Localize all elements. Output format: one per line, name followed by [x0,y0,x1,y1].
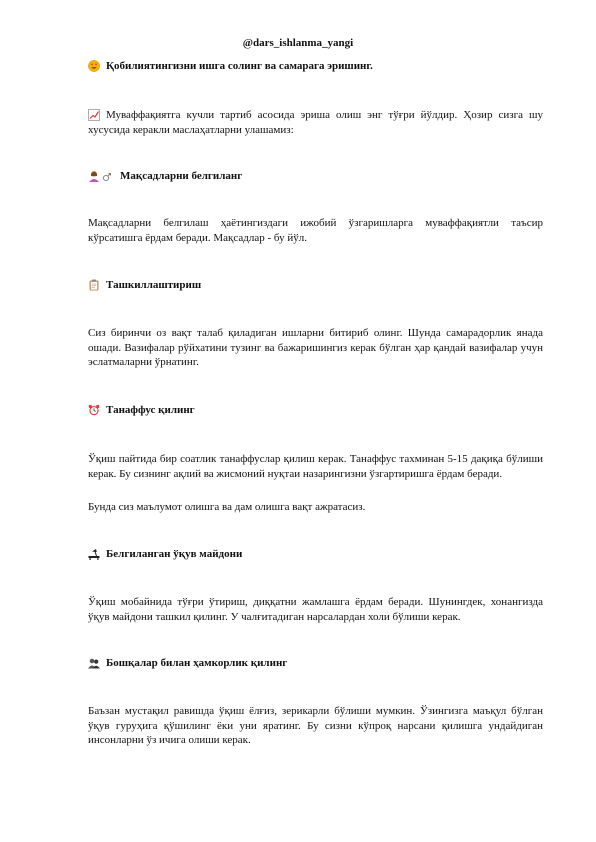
intro-title: Қобилиятингизни ишга солинг ва самарага эришинг. [106,60,373,72]
section-title: Белгиланган ўқув майдони [106,548,243,560]
section-heading-break [88,403,543,418]
busts-in-silhouette-icon [88,657,100,669]
channel-header: @dars_ishlanma_yangi [242,37,354,49]
section-title: Бошқалар билан ҳамкорлик қилинг [106,657,288,669]
section-title: Ташкиллаштириш [106,279,202,291]
section-heading-organize [88,278,543,293]
section-paragraph: Сиз биринчи оз вақт талаб қиладиган ишларни битириб олинг. Шунда самарадорлик янада ошади. Вазифалар рўйхатини тузинг ва бажаришингиз керак бўлган ҳар қандай вазифалар учун эслатмаларни ўрнатинг. [88,327,543,368]
clipboard-icon [88,279,100,291]
section-paragraph: Ўқиш мобайнида тўғри ўтириш, диққатни жамлашга ёрдам беради. Шунингдек, хонангизда ўқув майдони ташкил қилинг. У чалғитадиган нарсалардан холи бўлиши керак. [88,596,543,623]
intro-heading [88,59,543,74]
section-heading-cooperation [88,656,543,671]
heart-eyes-emoji-icon [88,60,100,72]
section-heading-goals [88,169,543,184]
person-with-symbol-icon [88,170,114,182]
desk-lamp-icon [88,548,100,560]
alarm-clock-icon [88,404,100,416]
lead-paragraph [88,108,543,137]
section-paragraph: Ўқиш пайтида бир соатлик танаффуслар қилиш керак. Танаффус тахминан 5-15 дақиқа бўлиши керак. Бу сизнинг ақлий ва жисмоний нуқтаи назарингизни ўзгартиришга ёрдам беради. [88,453,543,480]
section-paragraph: Мақсадларни белгилаш ҳаётингиздаги ижобий ўзгаришларга муваффақиятли таъсир кўрсатишга ёрдам беради. Мақсадлар - бу йўл. [88,217,543,244]
chart-increasing-icon [88,109,100,121]
section-paragraph: Бунда сиз маълумот олишга ва дам олишга вақт ажратасиз. [88,501,366,513]
section-title: Мақсадларни белгиланг [120,170,243,182]
section-heading-study-area [88,547,543,562]
section-paragraph: Баъзан мустақил равишда ўқиш ёлғиз, зерикарли бўлиши мумкин. Ўзингизга маъқул бўлган ўқув гуруҳига қўшилинг ёки уни яратинг. Бу сизни кўпроқ нарсани қилишга ундайдиган инсонларни ўз ичига олиши керак. [88,705,543,746]
section-title: Танаффус қилинг [106,404,195,416]
lead-text: Муваффақиятга кучли тартиб асосида эриша олиш энг тўғри йўлдир. Ҳозир сизга шу хусусида керакли маслаҳатларни улашамиз: [88,109,543,136]
